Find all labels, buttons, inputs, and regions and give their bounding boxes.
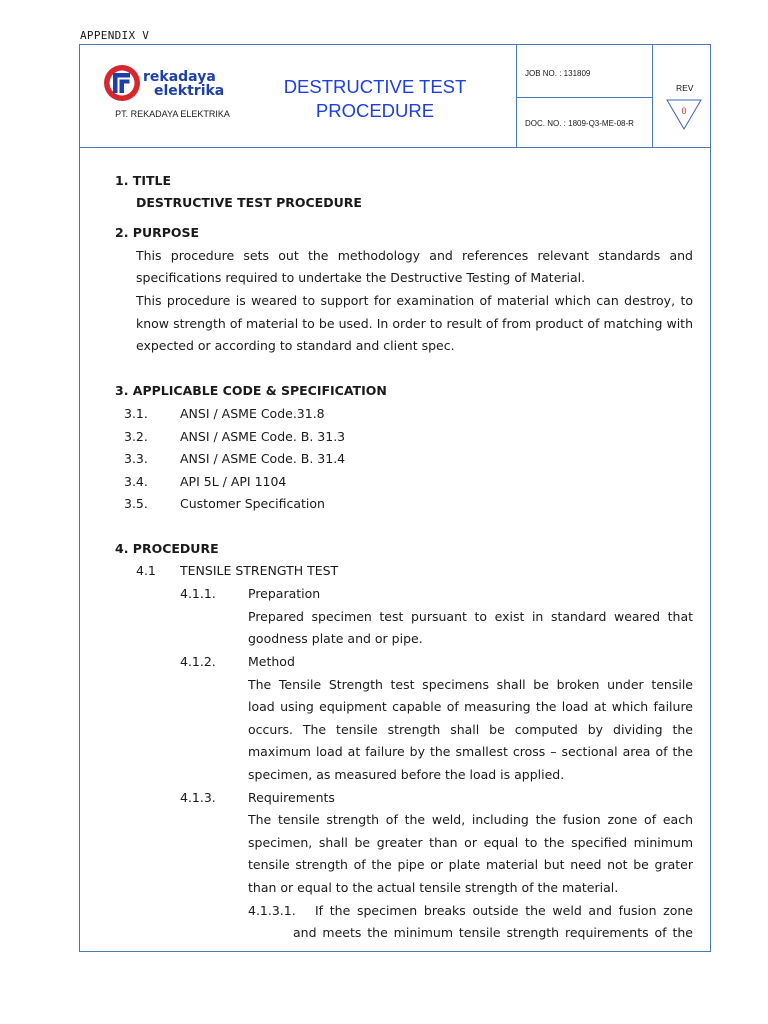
item-number: 4.1.3.1. (248, 903, 296, 918)
header-divider-3 (516, 97, 652, 98)
method-line: The Tensile Strength test specimens shall be broken under tensile (248, 677, 693, 692)
purpose-line: This procedure sets out the methodology and references relevant standards and (136, 248, 693, 263)
document-title (255, 75, 495, 123)
appendix-label: APPENDIX V (80, 29, 150, 42)
section-1-text: DESTRUCTIVE TEST PROCEDURE (136, 195, 362, 210)
revision-label: REV (676, 83, 694, 93)
code-item-text: ANSI / ASME Code. B. 31.3 (180, 429, 346, 444)
subitem-line: and meets the minimum tensile strength requirements of the (293, 925, 693, 940)
section-2-heading: 2. PURPOSE (115, 225, 200, 240)
job-number: JOB NO. : 131809 (525, 69, 591, 78)
document-header (80, 45, 710, 148)
logo-icon (102, 63, 242, 107)
item-title: Requirements (248, 790, 335, 805)
purpose-line: expected or according to standard and client spec. (136, 338, 455, 353)
code-item-number: 3.2. (124, 429, 148, 444)
purpose-line: This procedure is weared to support for examination of material which can destroy, to (136, 293, 693, 308)
code-item-text: ANSI / ASME Code. B. 31.4 (180, 451, 346, 466)
title-line-1: DESTRUCTIVE TEST (283, 76, 467, 97)
item-number: 4.1.3. (180, 790, 216, 805)
purpose-line: specifications required to undertake the Destructive Testing of Material. (136, 270, 586, 285)
section-3-heading: 3. APPLICABLE CODE & SPECIFICATION (115, 383, 387, 398)
company-logo (102, 63, 242, 107)
header-divider-2 (652, 45, 653, 147)
company-name: PT. REKADAYA ELEKTRIKA (115, 109, 230, 119)
revision-value: 0 (681, 106, 687, 116)
code-item-number: 3.4. (124, 474, 148, 489)
section-1-heading: 1. TITLE (115, 173, 172, 188)
requirements-line: tensile strength of the pipe or plate material but need not be grater (248, 857, 693, 872)
logo-text-line2: elektrika (154, 83, 225, 99)
code-item-text: API 5L / API 1104 (180, 474, 287, 489)
requirements-line: The tensile strength of the weld, including the fusion zone of each (248, 812, 693, 827)
item-number: 4.1.2. (180, 654, 216, 669)
code-item-number: 3.3. (124, 451, 148, 466)
header-divider-1 (516, 45, 517, 147)
requirements-line: than or equal to the actual tensile strength of the material. (248, 880, 619, 895)
subsection-title: TENSILE STRENGTH TEST (180, 563, 339, 578)
subsection-number: 4.1 (136, 563, 156, 578)
item-number: 4.1.1. (180, 586, 216, 601)
code-item-text: Customer Specification (180, 496, 325, 511)
subitem-line: If the specimen breaks outside the weld and fusion zone (315, 903, 693, 918)
preparation-line: Prepared specimen test pursuant to exist in standard weared that (248, 609, 693, 624)
requirements-line: specimen, shall be greater than or equal to the specified minimum (248, 835, 693, 850)
document-number: DOC. NO. : 1809-Q3-ME-08-R (525, 119, 634, 128)
revision-triangle-icon (665, 98, 703, 132)
method-line: maximum load at failure by the smallest cross – sectional area of the (248, 744, 693, 759)
title-line-2: PROCEDURE (315, 100, 435, 121)
preparation-line: goodness plate and or pipe. (248, 631, 423, 646)
item-title: Method (248, 654, 295, 669)
method-line: occurs. The tensile strength shall be computed by dividing the (248, 722, 693, 737)
code-item-number: 3.1. (124, 406, 148, 421)
code-item-text: ANSI / ASME Code.31.8 (180, 406, 325, 421)
purpose-line: know strength of material to be used. In order to result of from product of matching with (136, 316, 693, 331)
code-item-number: 3.5. (124, 496, 148, 511)
logo-text-line1: rekadaya (143, 69, 216, 85)
section-4-heading: 4. PROCEDURE (115, 541, 219, 556)
method-line: specimen, as measured before the load is applied. (248, 767, 565, 782)
method-line: load using equipment capable of measuring the load at which failure (248, 699, 693, 714)
item-title: Preparation (248, 586, 321, 601)
